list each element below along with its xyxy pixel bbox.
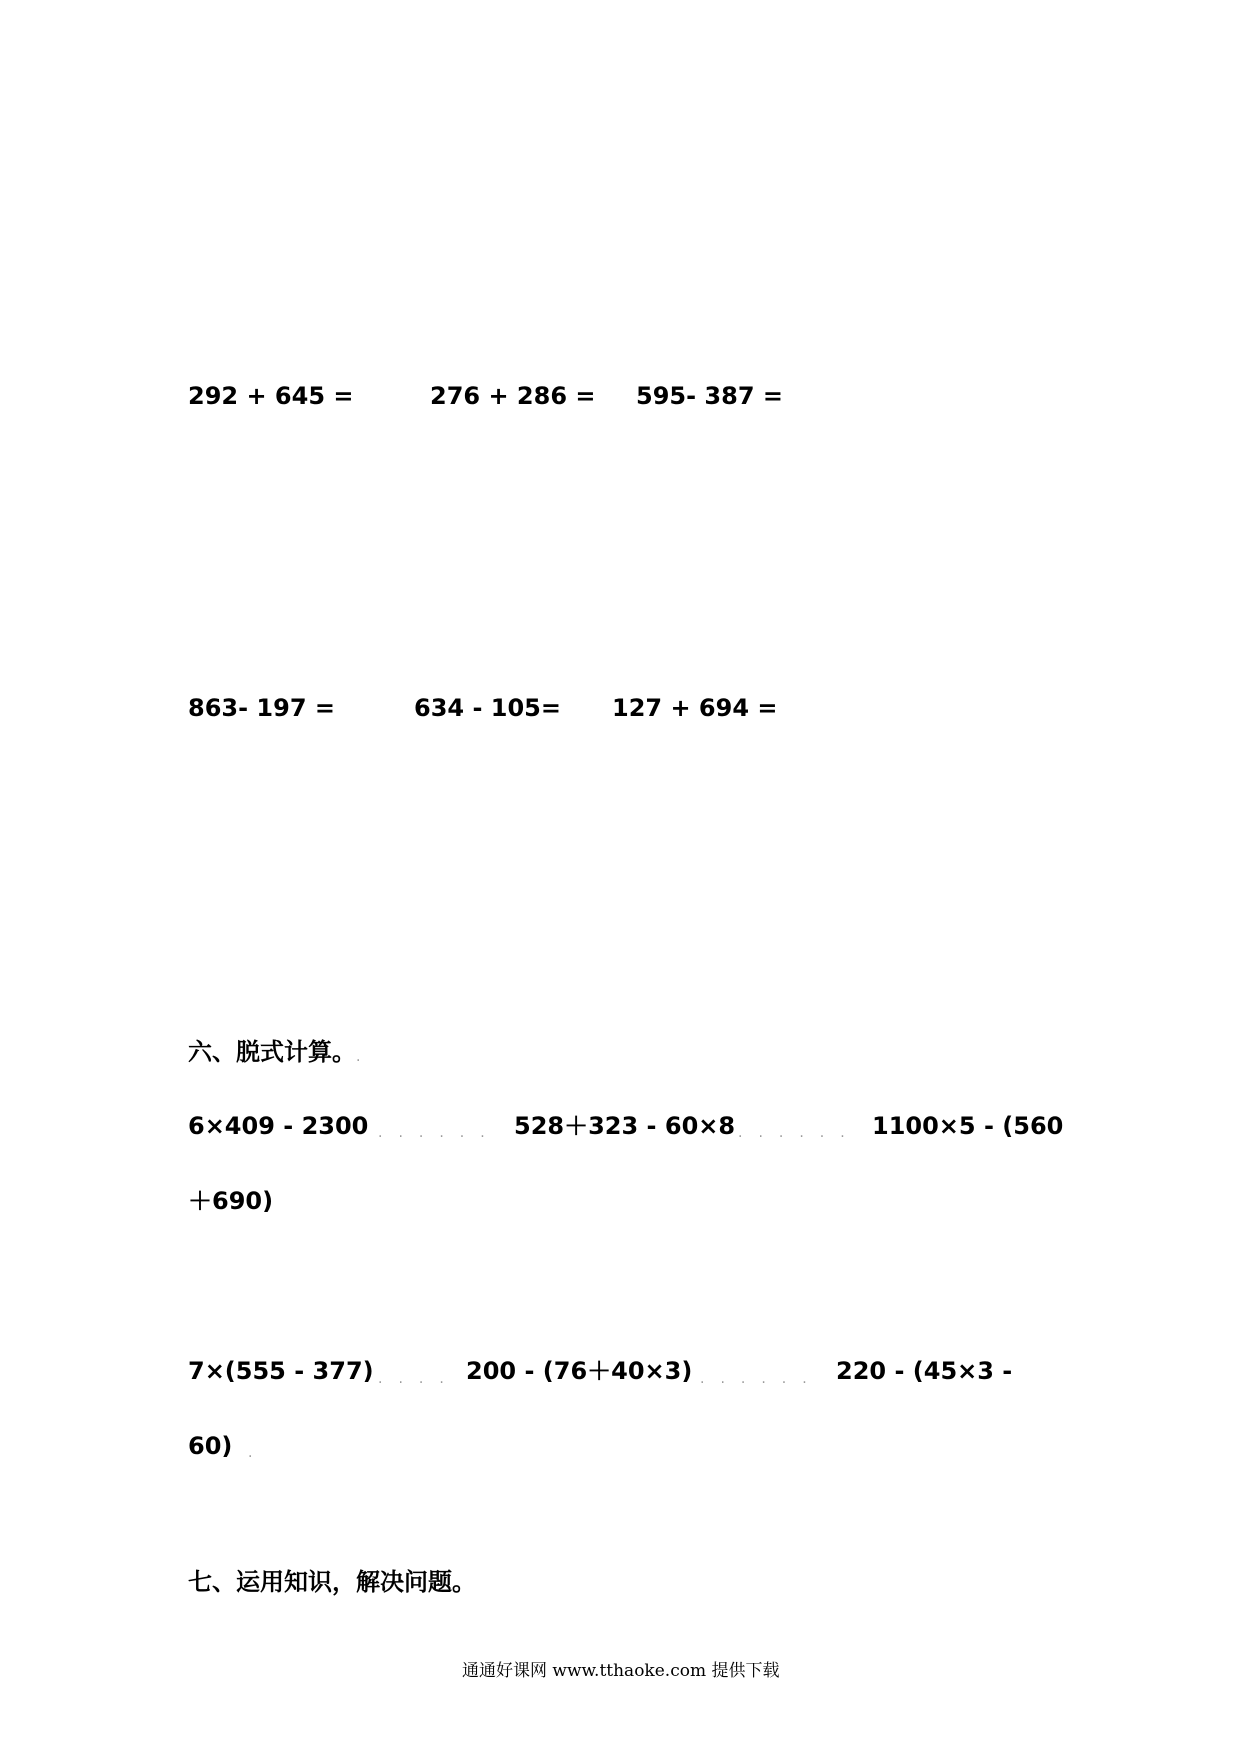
dot-leader: ....	[378, 1371, 460, 1387]
stepwise-problem: 7×(555 - 377)	[188, 1357, 374, 1385]
calc-problem: 634 - 105=	[414, 694, 561, 722]
calc-problem: 127 + 694 =	[612, 694, 778, 722]
dot-leader: ......	[378, 1125, 501, 1141]
stepwise-problem-continued: 60)	[188, 1432, 233, 1460]
stepwise-problem: 200 - (76＋40×3)	[466, 1357, 693, 1385]
dot-leader: .	[248, 1445, 269, 1461]
stepwise-problem: 220 - (45×3 -	[836, 1357, 1013, 1385]
stepwise-problem: 1100×5 - (560	[872, 1112, 1064, 1140]
calc-problem: 276 + 286 =	[430, 382, 596, 410]
page-footer: 通通好课网 www.tthaoke.com 提供下载	[462, 1661, 780, 1681]
calc-problem: 863- 197 =	[188, 694, 335, 722]
dot-leader: ......	[700, 1371, 823, 1387]
section-seven-title: 七、运用知识，解决问题。	[188, 1568, 476, 1596]
calc-problem: 595- 387 =	[636, 382, 783, 410]
stepwise-problem-continued: ＋690)	[188, 1187, 274, 1215]
dot-leader: .	[356, 1049, 377, 1065]
dot-leader: ......	[738, 1125, 861, 1141]
calc-problem: 292 + 645 =	[188, 382, 354, 410]
section-six-title: 六、脱式计算。	[188, 1038, 356, 1066]
stepwise-problem: 6×409 - 2300	[188, 1112, 369, 1140]
stepwise-problem: 528＋323 - 60×8	[514, 1112, 736, 1140]
